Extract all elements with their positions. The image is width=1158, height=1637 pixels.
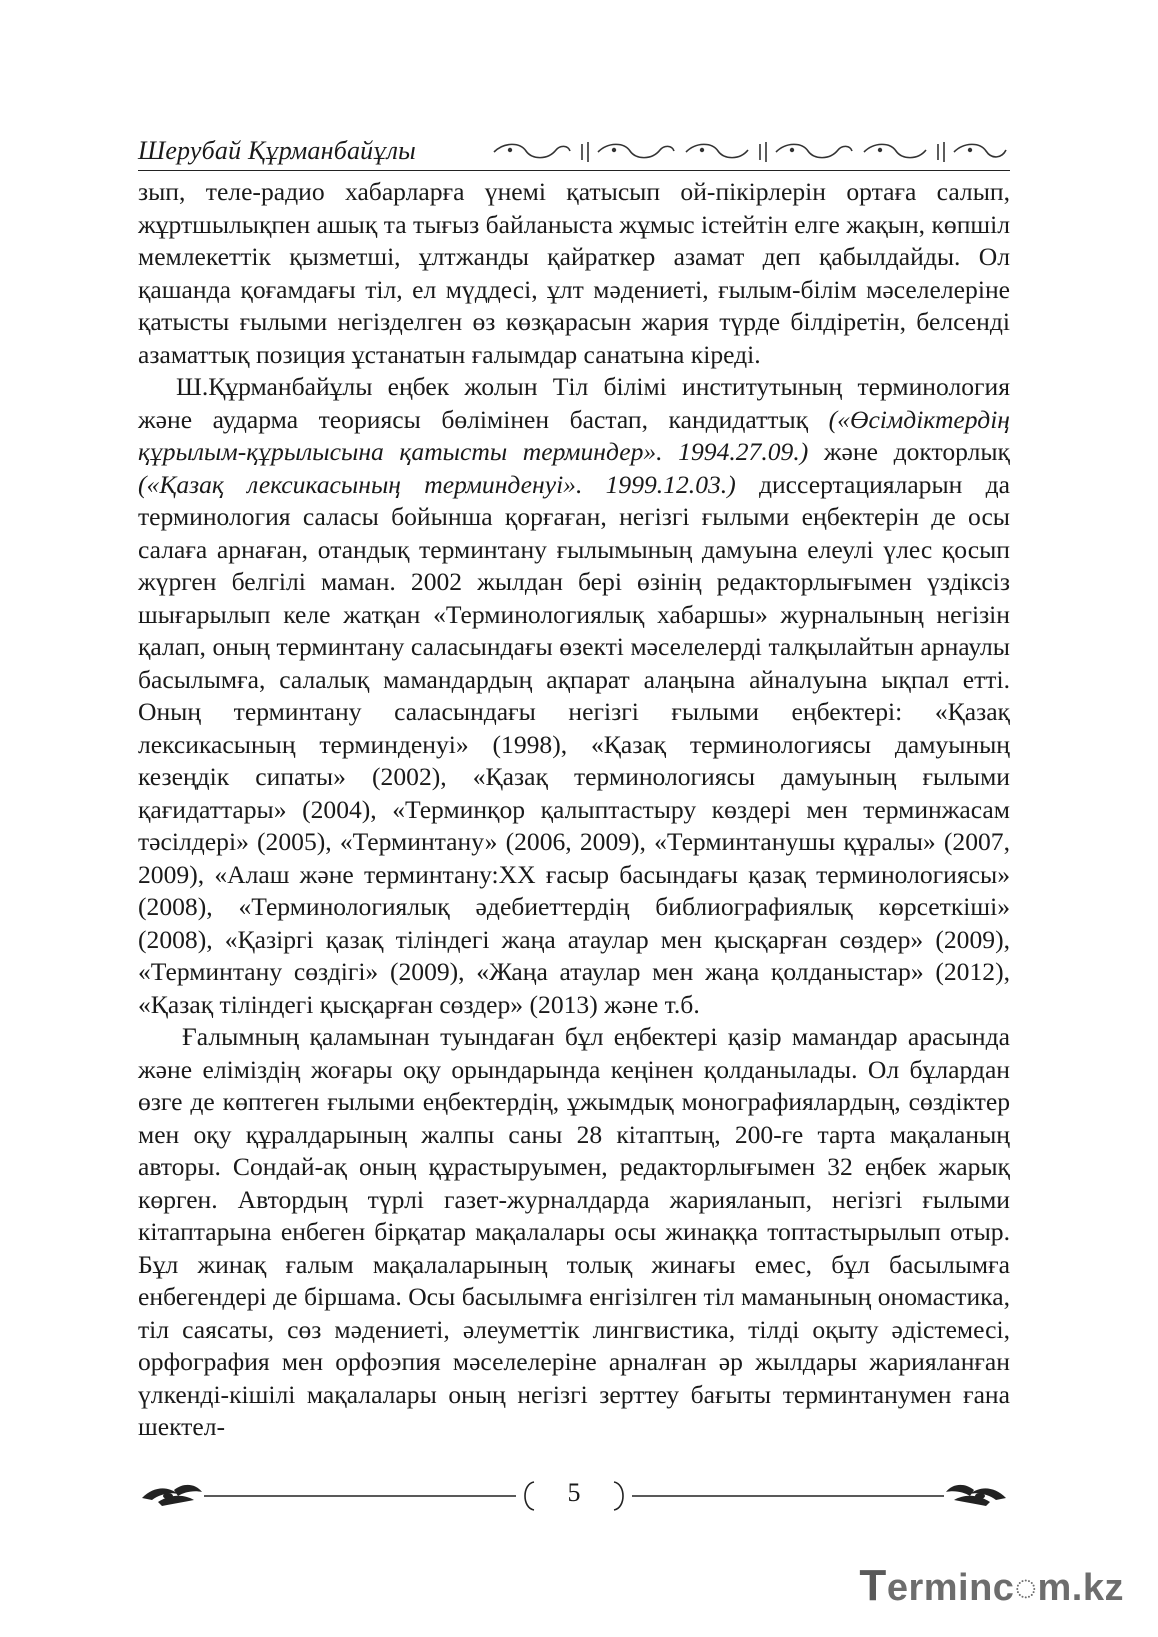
paragraph-2-part-b: және докторлық [808, 437, 1010, 466]
paragraph-2-citation-2: («Қазақ лексикасының терминденуі». 1999.12.03.) [138, 469, 736, 499]
header-author: Шерубай Құрманбайұлы [138, 136, 416, 165]
body-text [138, 176, 1010, 1444]
running-header [138, 128, 1010, 171]
paragraph-2-citation-1: («Өсімдіктердің құрылым-құрылысына қатысты терминдер». 1994.27.09.) [138, 404, 1010, 466]
paragraph-2-part-a: Ш.Құрманбайұлы еңбек жолын Тіл білімі институтының терминология және аударма теориясы бөлімінен бастап, кандидаттық [138, 372, 1010, 434]
paragraph-2-part-c: диссертацияларын да терминология саласы бойынша қорғаған, негізгі ғылыми еңбектерін де осы салаға арнаған, отандық терминтану ғылымының дамуына елеулі үлес қосып жүрген белгілі маман. 2002 жылдан бері өзінің редакторлығымен үздіксіз шығарылып келе жатқан «Терминологиялық хабаршы» журналының негізін қалап, оның терминтану саласындағы өзекті мәселелерді талқылайтын арнаулы басылымға, салалық мамандардың ақпарат алаңына айналуына ықпал етті. Оның терминтану саласындағы негізгі ғылыми еңбектері: «Қазақ лексикасының терминденуі» (1998), «Қазақ терминологиясы дамуының кезеңдік сипаты» (2002), «Қазақ терминологиясы дамуының ғылыми қағидаттары» (2004), «Терминқор қалыптастыру көздері мен терминжасам тәсілдері» (2005), «Терминтану» (2006, 2009), «Терминтанушы құралы» (2007, 2009), «Алаш және терминтану:ХХ ғасыр басындағы қазақ терминологиясы» (2008), «Терминологиялық әдебиеттердің библиографиялық көрсеткіші» (2008), «Қазіргі қазақ тіліндегі жаңа атаулар мен қысқарған сөздер» (2009), «Терминтану сөздігі» (2009), «Жаңа атаулар мен жаңа қолданыстар» (2012), «Қазақ тіліндегі қысқарған сөздер» (2013) және т.б. [138, 469, 1010, 1019]
page-number: 5 [567, 1478, 581, 1507]
site-logo: Terminc◌m.kz [859, 1561, 1124, 1610]
paragraph-3: Ғалымның қаламынан туындаған бұл еңбектері қазір мамандар арасында және еліміздің жоғары оқу орындарында кеңінен қолданылады. Ол бұлардан өзге де көптеген ғылыми еңбектердің, ұжымдық монографиялардың, сөздіктер мен оқу құралдарының жалпы саны 28 кітаптың, 200-ге тарта мақаланың авторы. Сондай-ақ оның құрастыруымен, редакторлығымен 32 еңбек жарық көрген. Автордың түрлі газет-журналдарда жарияланып, негізгі ғылыми кітаптарына енбеген бірқатар мақалалары осы жинаққа топтастырылып отыр. Бұл жинақ ғалым мақалаларының толық жинағы емес, бұл басылымға енбегендері де біршама. Осы басылымға енгізілген тіл маманының ономастика, тіл саясаты, сөз мәдениеті, әлеуметтік лингвистика, тілді оқыту әдістемесі, орфография мен орфоэпия мәселелеріне арналған әр жылдары жарияланған үлкенді-кішілі мақалалары оның негізгі зерттеу бағыты терминтанумен ғана шектел- [138, 1022, 1010, 1441]
paragraph-2 [138, 371, 1010, 1021]
paragraph-1: зып, теле-радио хабарларға үнемі қатысып ой-пікірлерін ортаға салып, жұртшылықпен ашық та тығыз байланыста жұмыс істейтін елге жақын, көпшіл мемлекеттік қызметші, ұлтжанды қайраткер азамат деп қабылдайды. Ол қашанда қоғамдағы тіл, ел мүддесі, ұлт мәдениеті, ғылым-білім мәселелеріне қатысты ғылыми негізделген өз көзқарасын жария түрде білдіретін, белсенді азаматтық позиция ұстанатын ғалымдар санатына кіреді. [138, 177, 1010, 369]
page-footer [138, 1476, 1010, 1516]
header-ornament [490, 138, 1010, 164]
